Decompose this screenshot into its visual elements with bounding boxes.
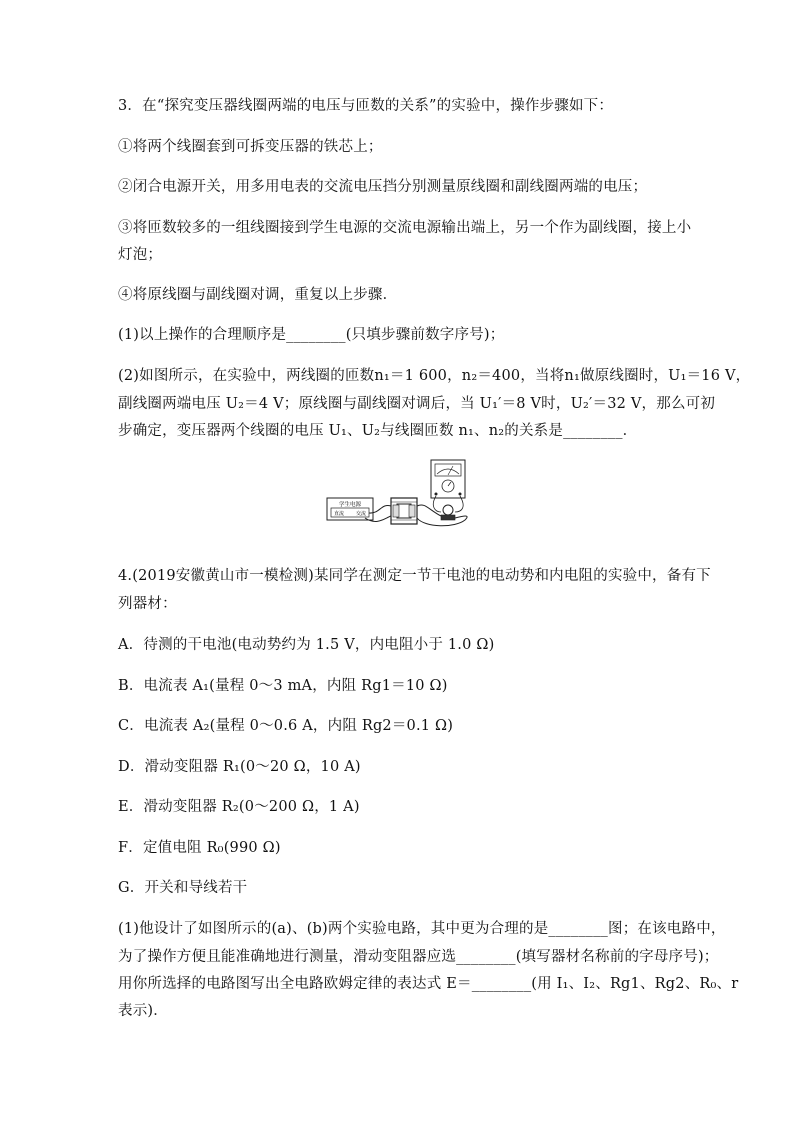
q3-part-2-line1: (2)如图所示，在实验中，两线圈的匝数n₁＝1 600，n₂＝400，当将n₁做原线圈时，U₁＝16 V， [118, 368, 751, 384]
q3-step-2: ②闭合电源开关，用多用电表的交流电压挡分别测量原线圈和副线圈两端的电压； [118, 179, 648, 195]
q3-part-2-line2: 副线圈两端电压 U₂＝4 V；原线圈与副线圈对调后，当 U₁′＝8 V时，U₂′＝32 V，那么可初 [118, 396, 716, 412]
q4-part-1-line1: (1)他设计了如图所示的(a)、(b)两个实验电路，其中更为合理的是________图；在该电路中， [118, 921, 726, 937]
transformer-apparatus-figure [325, 458, 475, 530]
dc-label: 直流 [333, 511, 345, 517]
q3-step-3: ③将匝数较多的一组线圈接到学生电源的交流电源输出端上，另一个作为副线圈，接上小 [118, 220, 692, 236]
bulb [443, 505, 453, 515]
q4-option-e: E．滑动变阻器 R₂(0～200 Ω，1 A) [118, 799, 360, 815]
q3-step-1: ①将两个线圈套到可拆变压器的铁芯上； [118, 139, 383, 155]
q3-part-2-line3: 步确定，变压器两个线圈的电压 U₁、U₂与线圈匝数 n₁、n₂的关系是________． [118, 423, 638, 439]
q4-part-1-line4: 表示)． [118, 1003, 168, 1019]
q3-step-4: ④将原线圈与副线圈对调，重复以上步骤． [118, 287, 398, 303]
q4-stem-line2: 列器材： [118, 596, 177, 612]
q3-part-1: (1)以上操作的合理顺序是________(只填步骤前数字序号)； [118, 327, 505, 343]
q3-stem: 3．在“探究变压器线圈两端的电压与匝数的关系”的实验中，操作步骤如下： [118, 98, 614, 114]
q4-stem-line1: 4.(2019安徽黄山市一模检测)某同学在测定一节干电池的电动势和内电阻的实验中，备有下 [118, 568, 711, 584]
power-supply-label: 学生电源 [338, 502, 362, 508]
q4-option-g: G．开关和导线若干 [118, 880, 248, 896]
q3-step-3-cont: 灯泡； [118, 247, 163, 263]
q4-option-c: C．电流表 A₂(量程 0～0.6 A，内阻 Rg2＝0.1 Ω) [118, 718, 454, 734]
q4-part-1-line2: 为了操作方便且能准确地进行测量，滑动变阻器应选________(填写器材名称前的字母序号)； [118, 949, 719, 965]
ac-label: 交流 [355, 511, 367, 517]
q4-part-1-line3: 用你所选择的电路图写出全电路欧姆定律的表达式 E＝________(用 I₁、I₂、Rg1、Rg2、R₀、r [118, 976, 739, 992]
q4-option-f: F．定值电阻 R₀(990 Ω) [118, 840, 281, 856]
q4-option-d: D．滑动变阻器 R₁(0～20 Ω，10 A) [118, 759, 361, 775]
q4-option-a: A．待测的干电池(电动势约为 1.5 V，内电阻小于 1.0 Ω) [118, 637, 495, 653]
q4-option-b: B．电流表 A₁(量程 0～3 mA，内阻 Rg1＝10 Ω) [118, 678, 448, 694]
